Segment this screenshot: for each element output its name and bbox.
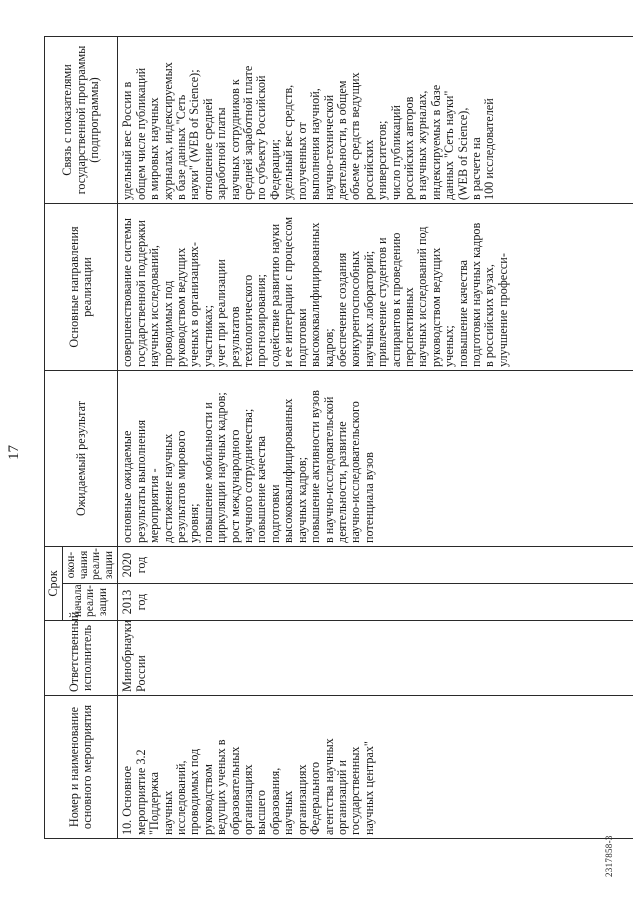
executor-cell: Минобрнауки России	[120, 619, 148, 692]
event-name-cell: 10. Основное мероприятие 3.2 "Поддержка научных исследований, проводимых под руководством ведущих ученых в образовательных организациях высшего образования, научных организациях Федерального агентства научных организаций и государственных научных центрах"	[120, 738, 376, 835]
end-year-cell: 2020 год	[120, 552, 148, 578]
header-row-1	[45, 37, 63, 839]
indicators-cell: удельный вес России в общем числе публикаций в мировых научных журналах, индексируемых в базе данных "Сеть науки" (WEB of Science); отношение средней заработной платы научных сотрудников к средней заработной плате по субъекту Российской Федерации; удельный вес средств, полученных от выполнения научной, научно-технической деятельности, в общем объеме средств ведущих российских университетов; число публикаций российских авторов в научных журналах, индексируемых в базе данных "Сеть науки" (WEB of Science), в расчете на 100 исследователей	[120, 62, 497, 200]
start-year-cell: 2013 год	[120, 589, 148, 615]
document-code: 2317858-3	[604, 835, 614, 877]
header-start: начала реали-зации	[63, 584, 118, 621]
program-table	[44, 36, 633, 839]
header-end: окон-чания реали-зации	[63, 547, 118, 584]
header-result: Ожидаемый результат	[45, 371, 118, 547]
table-row	[118, 37, 634, 839]
header-term: Срок	[45, 547, 63, 621]
page-number: 17	[6, 445, 22, 460]
header-name: Номер и наименование основного мероприятия	[45, 696, 118, 839]
header-directions: Основные направления реализации	[45, 204, 118, 371]
header-indicators: Связь с показателями государственной программы (подпрограммы)	[45, 37, 118, 204]
result-cell: основные ожидаемые результаты выполнения мероприятия - достижение научных результатов мирового уровня; повышение мобильности и циркуляции научных кадров; рост международного научного сотрудничества; повышение качества подготовки высококвалифицированных научных кадров; повышение активности вузов в научно-исследовательской деятельности, развитие научно-исследовательского потенциала вузов	[120, 390, 376, 543]
directions-cell: совершенствование системы государственной поддержки научных исследований, проводимых под руководством ведущих ученых в организациях- участниках; учет при реализации результатов технологического прогнозирования; содействие развитию науки и ее интеграции с процессом подготовки высококвалифицированных кадров; обеспечение создания конкурентоспособных научных лабораторий; привлечение студентов и аспирантов к проведению перспективных научных исследований под руководством ведущих ученых; повышение качества подготовки научных кадров в российских вузах, улучшение професси-	[120, 216, 510, 367]
header-executor: Ответственный исполнитель	[45, 621, 118, 696]
